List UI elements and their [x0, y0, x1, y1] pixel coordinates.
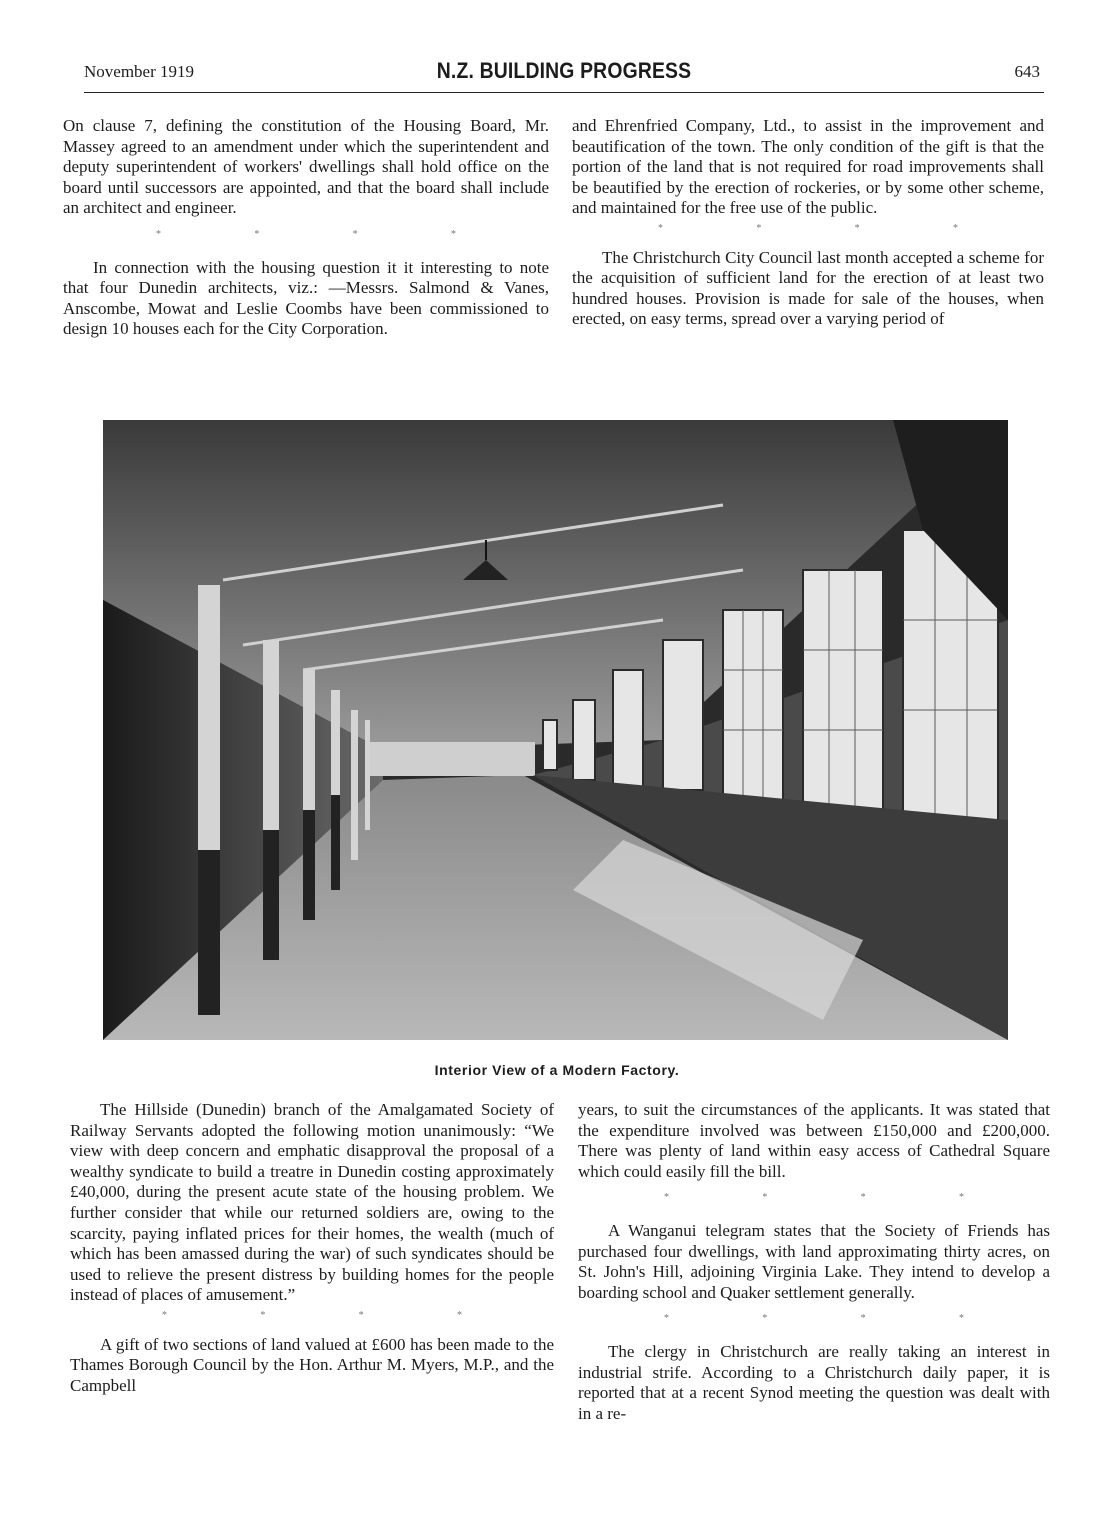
paragraph-christchurch-clergy: The clergy in Christchurch are really taking an interest in industrial strife. According to a Christchurch daily paper, it is reported that at a recent Synod meeting the question was dealt with in a re-	[578, 1341, 1050, 1423]
section-separator: * * * *	[658, 222, 958, 234]
page-number: 643	[1014, 62, 1040, 81]
paragraph-housing-board: On clause 7, defining the constitution of the Housing Board, Mr. Massey agreed to an amendment under which the superintendent and deputy superintendent of workers' dwellings shall hold office on the board until successors are appointed, and that the board shall include an architect and engineer.	[63, 116, 549, 218]
paragraph-thames-gift: A gift of two sections of land valued at £600 has been made to the Thames Borough Council by the Hon. Arthur M. Myers, M.P., and the Campbell	[70, 1334, 554, 1395]
paragraph-dunedin-architects: In connection with the housing question it it interesting to note that four Dunedin architects, viz.: —Messrs. Salmond & Vanes, Anscombe, Mowat and Leslie Coombs have been commissioned to design 10 houses each for the City Corporation.	[63, 257, 549, 339]
issue-date: November 1919	[84, 62, 195, 81]
publication-title: N.Z. BUILDING PROGRESS	[436, 58, 692, 83]
section-separator: * * * *	[162, 1309, 462, 1321]
column-bottom-right	[578, 1100, 1050, 1424]
paragraph-wanganui-telegram: A Wanganui telegram states that the Society of Friends has purchased four dwellings, with land approximating thirty acres, on St. John's Hill, adjoining Virginia Lake. They intend to develop a boarding school and Quaker settlement generally.	[578, 1220, 1050, 1302]
column-top-left	[63, 116, 549, 340]
section-separator: * * * *	[156, 228, 456, 240]
paragraph-christchurch-scheme: The Christchurch City Council last month accepted a scheme for the acquisition of sufficient land for the erection of at least two hundred houses. Provision is made for sale of the houses, when erected, on easy terms, spread over a varying period of	[572, 247, 1044, 329]
paragraph-applicants: years, to suit the circumstances of the applicants. It was stated that the expenditure involved was between £150,000 and £200,000. There was plenty of land within easy access of Cathedral Square which could easily fill the bill.	[578, 1100, 1050, 1181]
column-bottom-left	[70, 1100, 554, 1396]
paragraph-hillside-motion: The Hillside (Dunedin) branch of the Amalgamated Society of Railway Servants adopted the following motion unanimously: “We view with deep concern and emphatic disapproval the proposal of a wealthy syndicate to build a treatre in Dunedin costing approximately £40,000, during the present acute state of the housing problem. We further consider that while our returned soldiers are, owing to the scarcity, paying inflated prices for their homes, the wealth (much of which has been amassed during the war) of such syndicates should be used to relieve the present distress by building homes for the people instead of places of amusement.”	[70, 1100, 554, 1305]
photo-caption: Interior View of a Modern Factory.	[434, 1062, 680, 1078]
paragraph-ehrenfried-gift: and Ehrenfried Company, Ltd., to assist in the improvement and beautification of the town. The only condition of the gift is that the portion of the land that is not required for road improvements shall be beautified by the erection of rockeries, or by some other scheme, and maintained for the free use of the public.	[572, 116, 1044, 218]
section-separator: * * * *	[664, 1313, 964, 1325]
factory-interior-photo	[103, 420, 1008, 1040]
column-top-right	[572, 116, 1044, 330]
running-header	[84, 58, 1044, 93]
section-separator: * * * *	[664, 1192, 964, 1204]
